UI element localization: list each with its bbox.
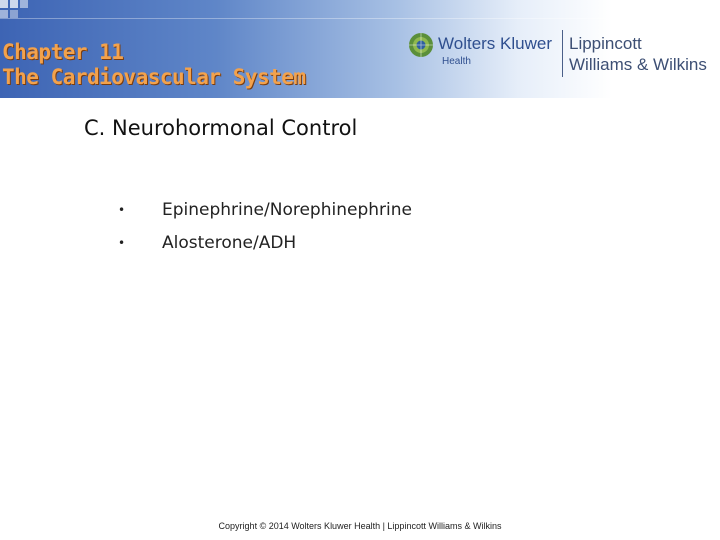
lippincott-line1: Lippincott xyxy=(569,34,642,53)
section-heading: C. Neurohormonal Control xyxy=(84,116,358,140)
copyright-footer: Copyright © 2014 Wolters Kluwer Health | Lippincott Williams & Wilkins xyxy=(218,521,502,531)
chapter-title xyxy=(2,40,306,90)
wolters-kluwer-name: Wolters Kluwer xyxy=(438,34,552,53)
logo-divider xyxy=(562,30,563,77)
chapter-title-line1: Chapter 11 xyxy=(2,40,124,64)
lippincott-line2: Williams & Wilkins xyxy=(569,55,707,74)
wolters-kluwer-logo xyxy=(408,30,558,76)
bullet-marker: • xyxy=(118,203,126,217)
bullet-text: Epinephrine/Norephinephrine xyxy=(162,200,412,220)
globe-logo-icon xyxy=(408,32,434,58)
corner-decoration xyxy=(0,0,40,30)
chapter-title-line2: The Cardiovascular System xyxy=(2,65,306,89)
wolters-kluwer-subtitle: Health xyxy=(442,56,471,67)
bullet-marker: • xyxy=(118,236,126,250)
lippincott-logo xyxy=(569,33,707,75)
bullet-text: Alosterone/ADH xyxy=(162,233,297,253)
